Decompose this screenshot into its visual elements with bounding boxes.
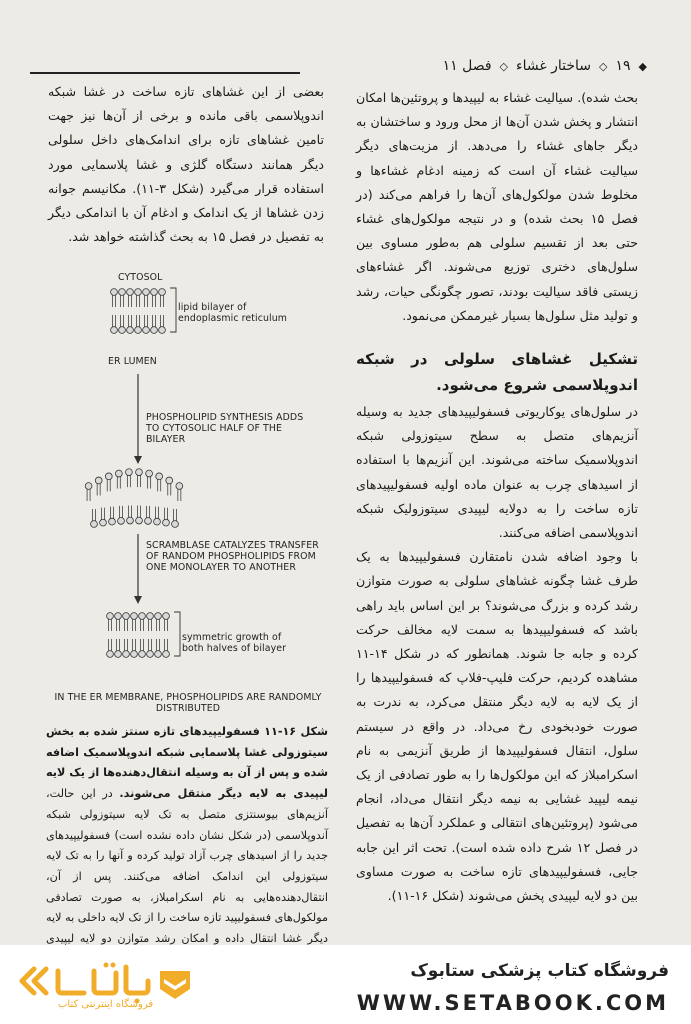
page-number: ۱۹ [615,58,631,74]
lipid-head [151,327,158,334]
lipid-head [109,518,116,525]
caption-text: در این حالت، آنزیم‌های بیوسنتزی متصل به تک لایه سیتوزولی شبکه آندوپلاسمی (در شکل نشان داده نشده است) فسفولیپیدهای جدید را از اسیدهای چرب آزاد تولید کرده و آنها را به تک لایه سیتوزولی این اندامک اضافه می‌کنند. پس از آن، انتقال‌دهنده‌هایی به نام اسکرامبلاز، به صورت تصادفی مولکول‌های فسفولیپید تازه ساخت را از تک لایه داخلی به لایه دیگر غشا انتقال داده و امکان رشد متوازن دو لایه لیپیدی [46,787,328,946]
lipid-head [159,327,166,334]
lipid-head [143,289,150,296]
lipid-head [166,477,173,484]
lipid-head [172,521,179,528]
store-name: فروشگاه کتاب پزشکی ستابوک [410,961,669,981]
lipid-head [136,469,143,476]
lipid-head [107,613,114,620]
lipid-head [115,613,122,620]
lipid-head [163,651,170,658]
lipid-head [155,613,162,620]
figure-caption [46,722,328,970]
paragraph: بحث شده). سیالیت غشاء به لیپیدها و پروتئین‌ها امکان انتشار و پخش شدن آن‌ها از محل ورود و ساختشان به دیگر جاهای غشاء را می‌دهد. از مزیت‌های دیگر سیالیت غشاء آن است که زمینه ادغام غشاءها و مخلوط شدن مولکول‌های آن‌ها را فراهم می‌کند (در فصل ۱۵ بحث شده) و در نتیجه مولکول‌های غشاء حتی بعد از تقسیم سلولی هم به‌طور مساوی بین سلول‌های دختری توزیع می‌شوند. اگر غشاءهای زیستی فاقد سیالیت بودند، تصور چگونگی حیات، رشد و تولید مثل سلول‌ها بسیار غیرممکن می‌نمود. [356,90,639,323]
page-header [30,54,647,78]
diamond-icon: ◆ [638,59,647,73]
lipid-head [155,651,162,658]
lipid-head [131,613,138,620]
figure-bottom-caption: IN THE ER MEMBRANE, PHOSPHOLIPIDS ARE RANDOMLY DISTRIBUTED [54,692,322,714]
lipid-head [123,613,130,620]
left-column [48,80,324,249]
lipid-head [123,651,130,658]
bilayer-label: lipid bilayer of endoplasmic reticulum [178,302,288,324]
lipid-head [163,613,170,620]
bilayer-figure [46,268,330,720]
paragraph: بعضی از این غشاهای تازه ساخت در غشا شبکه اندوپلاسمی باقی مانده و برخی از آن‌ها نیز جهت تامین غشاهای تازه برای اندامک‌های داخل سلولی دیگر همانند دستگاه گلژی و غشا پلاسمایی مورد استفاده قرار می‌گیرد (شکل ۳-۱۱). مکانیسم جوانه زدن غشاها از یک اندامک و ادغام آن با اندامکی دیگر به تفصیل در فصل ۱۵ به بحث گذاشته خواهد شد. [48,84,324,245]
cytosol-label: CYTOSOL [118,272,163,283]
lipid-head [139,651,146,658]
lipid-head [159,289,166,296]
lipid-head [147,651,154,658]
lipid-head [163,519,170,526]
logo-caption: فروشگاه اینترنتی کتاب [58,999,154,1010]
lipid-head [115,651,122,658]
lipid-head [85,483,92,490]
lipid-head [145,517,152,524]
lipid-head [126,469,133,476]
footer-banner [0,945,691,1024]
growth-label: symmetric growth of both halves of bilayer [182,632,287,654]
chapter-label: فصل ۱۱ [442,58,492,74]
diamond-outline-icon: ◇ [599,59,608,73]
lipid-head [127,327,134,334]
caption-bold: شکل ۱۶-۱۱ فسفولیپیدهای تازه سنتز شده به بخش سیتوزولی غشا پلاسمایی شبکه اندوپلاسمیک اضافه شده و پس از آن به وسیله انتقال‌دهنده‌ها از یک لایه لیپیدی به لایه دیگر منتقل می‌شوند. [46,725,328,801]
lipid-head [143,327,150,334]
lipid-head [105,473,112,480]
diamond-outline-icon: ◇ [499,59,508,73]
lipid-head [135,289,142,296]
bracket [170,288,176,332]
chapter-title: ساختار غشاء [516,58,592,74]
header-rule [30,72,300,74]
arrow-head [134,456,142,464]
paragraph: در سلول‌های یوکاریوتی فسفولیپیدهای جدید به وسیله آنزیم‌های متصل به سطح سیتوزولی شبکه اندوپلاسمیک ساخته می‌شوند. این آنزیم‌ها با استفاده از اسیدهای چرب به عنوان ماده اولیه فسفولیپیدهای تازه ساخت را به دولایه لیپیدی سیتوزولیک شبکه اندوپلاسمی اضافه می‌کنند. [356,404,638,541]
lipid-head [119,289,126,296]
lipid-head [154,518,161,525]
lipid-head [100,519,107,526]
bracket [174,612,180,656]
lipid-head [139,613,146,620]
lipid-head [115,470,122,477]
paragraph: با وجود اضافه شدن نامتقارن فسفولیپیدها به یک طرف غشا چگونه غشاهای سلولی به صورت متوازن رشد کرده و بزرگ می‌شوند؟ بر این اساس باید راهی باشد که فسفولیپیدها به سمت لایه مخالف حرکت کرده و جابه جا شوند. همانطور که در شکل ۱۴-۱۱ مشاهده کردیم، حرکت فلیپ-فلاپ که فسفولیپیدها را از یک لایه به لایه دیگر منتقل می‌کرد، به ندرت به صورت خودبخودی رخ می‌داد. در واقع در سیستم سلول، انتقال فسفولیپیدها از طریق آنزیمی به نام اسکرامبلاز که این مولکول‌ها را به طور تصادفی از یک نیمه لیپید غشایی به نیمه دیگر انتقال می‌داد، انجام می‌شود (پروتئین‌های انتقالی و عملکرد آن‌ها به تفصیل در فصل ۱۲ شرح داده شده است). تحت اثر این جابه جایی، فسفولیپیدهای تازه ساخت به صورت مساوی بین دو لایه لیپیدی پخش می‌شوند (شکل ۱۶-۱۱). [356,549,638,904]
right-column [356,86,638,908]
arrow-head [134,596,142,604]
lipid-head [135,327,142,334]
lipid-head [156,473,163,480]
step-scramblase-label: SCRAMBLASE CATALYZES TRANSFER OF RANDOM PHOSPHOLIPIDS FROM ONE MONOLAYER TO ANOTHER [146,540,319,573]
section-heading: تشکیل غشاهای سلولی در شبکه اندوپلاسمی شروع می‌شود. [356,350,638,395]
lipid-head [151,289,158,296]
lipid-head [131,651,138,658]
lipid-head [95,477,102,484]
lipid-head [111,327,118,334]
store-url[interactable]: WWW.SETABOOK.COM [356,991,669,1015]
lipid-head [107,651,114,658]
step-synthesis-label: PHOSPHOLIPID SYNTHESIS ADDS TO CYTOSOLIC HALF OF THE BILAYER [146,412,304,445]
setabook-logo [14,959,194,1013]
lipid-head [136,517,143,524]
lipid-head [146,470,153,477]
lipid-head [119,327,126,334]
lipid-head [91,521,98,528]
lipid-head [147,613,154,620]
er-lumen-label: ER LUMEN [108,356,157,367]
lipid-head [127,517,134,524]
lipid-head [118,517,125,524]
lipid-head [176,483,183,490]
lipid-head [111,289,118,296]
lipid-head [127,289,134,296]
